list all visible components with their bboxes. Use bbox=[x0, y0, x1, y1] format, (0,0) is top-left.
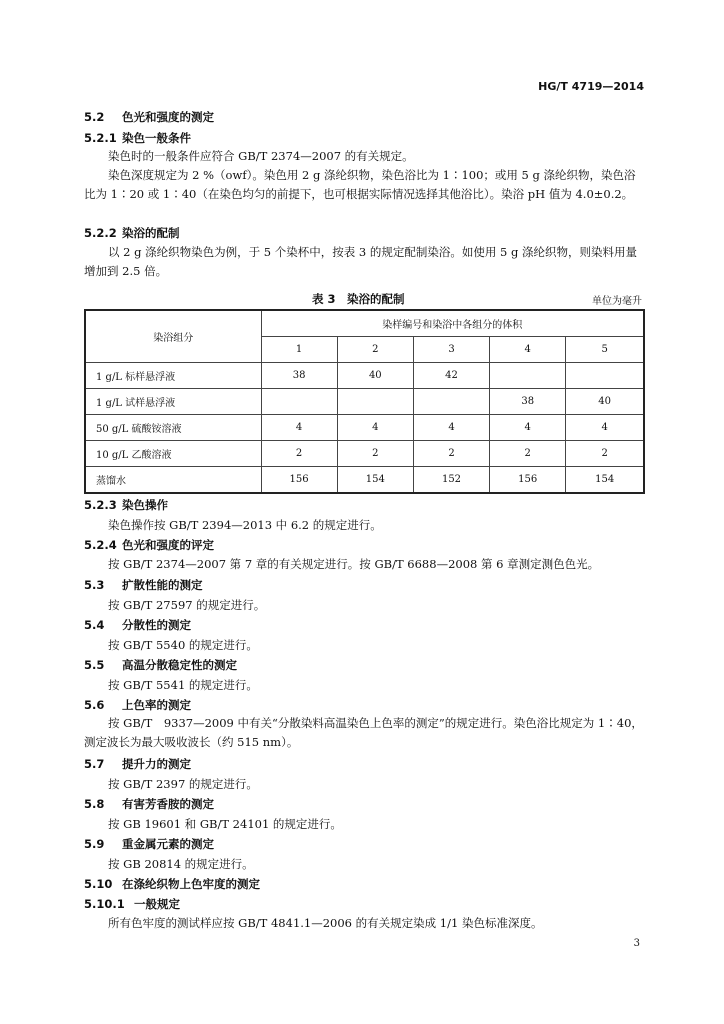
table-cell bbox=[413, 389, 489, 415]
col-header-component: 染浴组分 bbox=[85, 310, 261, 363]
section-number: 5.2.2 bbox=[84, 226, 117, 240]
sample-number: 1 bbox=[261, 337, 337, 363]
table-unit-note: 单位为毫升 bbox=[592, 296, 642, 307]
paragraph: 按 GB/T 2374—2007 第 7 章的有关规定进行。按 GB/T 6688—2008 第 6 章测定测色色光。 bbox=[108, 557, 600, 571]
table-cell: 154 bbox=[566, 467, 644, 494]
table-cell bbox=[337, 389, 413, 415]
section-5-8-heading bbox=[84, 796, 214, 812]
section-number: 5.3 bbox=[84, 578, 105, 592]
paragraph: 染色操作按 GB/T 2394—2013 中 6.2 的规定进行。 bbox=[108, 518, 382, 532]
table-cell: 156 bbox=[261, 467, 337, 494]
section-number: 5.5 bbox=[84, 658, 105, 672]
section-number: 5.9 bbox=[84, 837, 105, 851]
table-cell: 4 bbox=[413, 415, 489, 441]
section-title: 上色率的测定 bbox=[122, 698, 191, 712]
section-title: 高温分散稳定性的测定 bbox=[122, 658, 237, 672]
table-cell bbox=[261, 389, 337, 415]
table-cell: 4 bbox=[337, 415, 413, 441]
paragraph: 按 GB/T 9337—2009 中有关“分散染料高温染色上色率的测定”的规定进行。染色浴比规定为 1∶40，测定波长为最大吸收波长（约 515 nm）。 bbox=[84, 716, 643, 749]
section-5-10-heading bbox=[84, 876, 260, 892]
table-row bbox=[85, 389, 644, 415]
table-cell: 154 bbox=[337, 467, 413, 494]
sample-number: 5 bbox=[566, 337, 644, 363]
paragraph: 染色深度规定为 2 %（owf）。染色用 2 g 涤纶织物，染色浴比为 1∶100；或用 5 g 涤纶织物，染色浴比为 1∶20 或 1∶40（在染色均匀的前提下，也可根据实际情况选择其他浴比）。染浴 pH 值为 4.0±0.2。 bbox=[84, 168, 636, 201]
page-number: 3 bbox=[633, 938, 640, 949]
section-number: 5.10.1 bbox=[84, 897, 125, 911]
paragraph: 按 GB/T 5540 的规定进行。 bbox=[108, 638, 258, 652]
section-5-10-1-heading bbox=[84, 896, 180, 912]
section-5-9-heading bbox=[84, 836, 214, 852]
section-5-2-heading bbox=[84, 109, 214, 125]
sample-number: 2 bbox=[337, 337, 413, 363]
paragraph: 按 GB/T 2397 的规定进行。 bbox=[108, 777, 258, 791]
section-5-4-heading bbox=[84, 617, 191, 633]
section-5-2-3-heading bbox=[84, 497, 168, 513]
sample-number: 3 bbox=[413, 337, 489, 363]
section-number: 5.10 bbox=[84, 877, 113, 891]
section-5-2-1-heading bbox=[84, 130, 191, 146]
table-cell: 2 bbox=[261, 441, 337, 467]
section-number: 5.7 bbox=[84, 757, 105, 771]
table-cell: 156 bbox=[490, 467, 566, 494]
row-label: 1 g/L 标样悬浮液 bbox=[85, 363, 261, 389]
table-cell: 38 bbox=[490, 389, 566, 415]
table-cell: 2 bbox=[413, 441, 489, 467]
table-cell: 4 bbox=[261, 415, 337, 441]
section-number: 5.8 bbox=[84, 797, 105, 811]
table-cell: 40 bbox=[337, 363, 413, 389]
section-number: 5.2.3 bbox=[84, 498, 117, 512]
section-5-6-heading bbox=[84, 697, 191, 713]
table-cell: 42 bbox=[413, 363, 489, 389]
section-number: 5.6 bbox=[84, 698, 105, 712]
table-cell: 2 bbox=[490, 441, 566, 467]
table-cell: 4 bbox=[566, 415, 644, 441]
section-5-5-heading bbox=[84, 657, 237, 673]
table-cell: 152 bbox=[413, 467, 489, 494]
table-cell: 2 bbox=[337, 441, 413, 467]
section-title: 在涤纶织物上色牢度的测定 bbox=[122, 877, 260, 891]
section-number: 5.2.1 bbox=[84, 131, 117, 145]
paragraph: 所有色牢度的测试样应按 GB/T 4841.1—2006 的有关规定染成 1/1 染色标准深度。 bbox=[108, 916, 543, 930]
dye-bath-table bbox=[84, 309, 645, 494]
table-cell bbox=[566, 363, 644, 389]
section-title: 色光和强度的测定 bbox=[122, 110, 214, 124]
sample-number: 4 bbox=[490, 337, 566, 363]
table-row bbox=[85, 467, 644, 494]
table-cell: 2 bbox=[566, 441, 644, 467]
section-number: 5.2 bbox=[84, 110, 105, 124]
paragraph: 按 GB/T 27597 的规定进行。 bbox=[108, 598, 266, 612]
section-title: 染色一般条件 bbox=[122, 131, 191, 145]
section-title: 染色操作 bbox=[122, 498, 168, 512]
table-row bbox=[85, 415, 644, 441]
section-title: 分散性的测定 bbox=[122, 618, 191, 632]
table-caption: 表 3 染浴的配制 bbox=[312, 292, 405, 306]
section-title: 有害芳香胺的测定 bbox=[122, 797, 214, 811]
row-label: 50 g/L 硫酸铵溶液 bbox=[85, 415, 261, 441]
paragraph: 按 GB 20814 的规定进行。 bbox=[108, 857, 254, 871]
paragraph: 染色时的一般条件应符合 GB/T 2374—2007 的有关规定。 bbox=[108, 149, 414, 163]
section-5-7-heading bbox=[84, 756, 191, 772]
row-label: 1 g/L 试样悬浮液 bbox=[85, 389, 261, 415]
standard-code-header: HG/T 4719—2014 bbox=[538, 80, 644, 93]
table-row bbox=[85, 441, 644, 467]
section-number: 5.4 bbox=[84, 618, 105, 632]
section-title: 扩散性能的测定 bbox=[122, 578, 203, 592]
paragraph: 按 GB 19601 和 GB/T 24101 的规定进行。 bbox=[108, 817, 342, 831]
paragraph: 以 2 g 涤纶织物染色为例，于 5 个染杯中，按表 3 的规定配制染浴。如使用 5 g 涤纶织物，则染料用量增加到 2.5 倍。 bbox=[84, 245, 638, 278]
table-cell: 38 bbox=[261, 363, 337, 389]
section-5-3-heading bbox=[84, 577, 203, 593]
section-title: 提升力的测定 bbox=[122, 757, 191, 771]
section-title: 重金属元素的测定 bbox=[122, 837, 214, 851]
section-title: 色光和强度的评定 bbox=[122, 538, 214, 552]
row-label: 10 g/L 乙酸溶液 bbox=[85, 441, 261, 467]
section-title: 染浴的配制 bbox=[122, 226, 180, 240]
table-cell: 40 bbox=[566, 389, 644, 415]
group-header: 染样编号和染浴中各组分的体积 bbox=[261, 310, 644, 337]
row-label: 蒸馏水 bbox=[85, 467, 261, 494]
section-title: 一般规定 bbox=[134, 897, 180, 911]
section-5-2-4-heading bbox=[84, 537, 214, 553]
section-5-2-2-heading bbox=[84, 225, 180, 241]
section-number: 5.2.4 bbox=[84, 538, 117, 552]
table-row bbox=[85, 363, 644, 389]
table-cell bbox=[490, 363, 566, 389]
table-cell: 4 bbox=[490, 415, 566, 441]
paragraph: 按 GB/T 5541 的规定进行。 bbox=[108, 678, 258, 692]
